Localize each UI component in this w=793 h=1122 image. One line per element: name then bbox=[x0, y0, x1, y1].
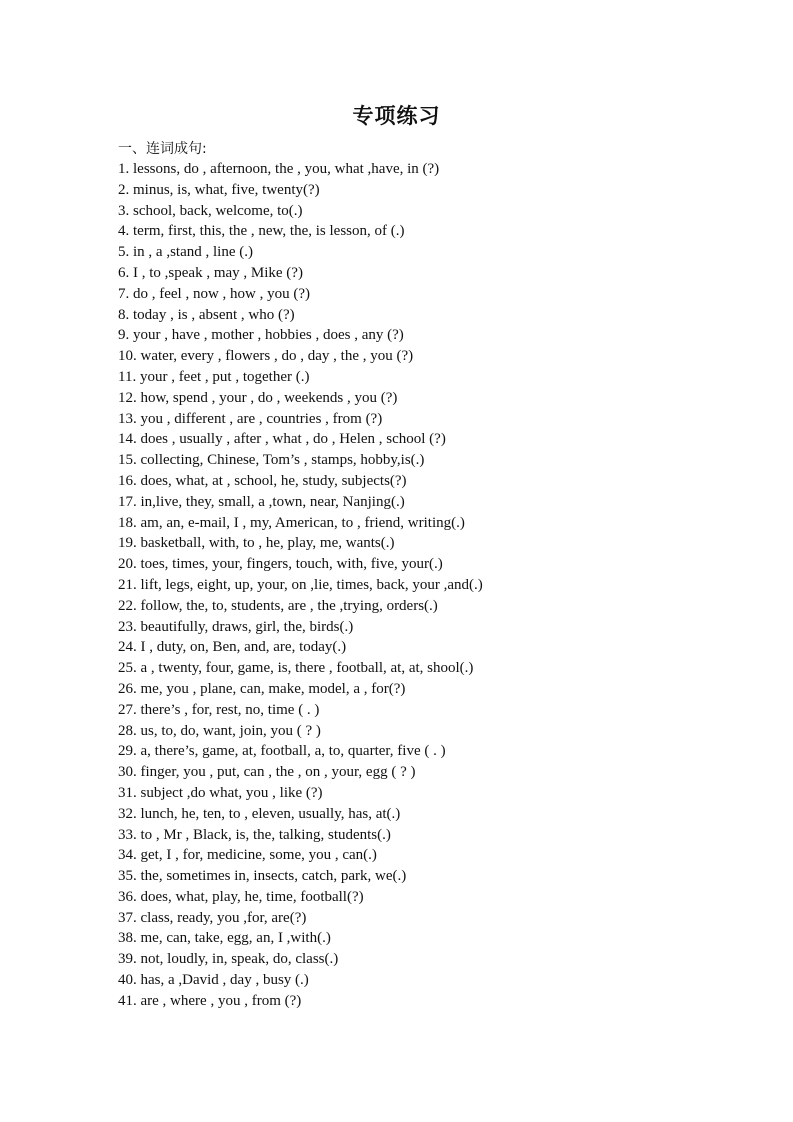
exercise-item: 21. lift, legs, eight, up, your, on ,lie, times, back, your ,and(.) bbox=[118, 576, 483, 593]
exercise-item: 9. your , have , mother , hobbies , does , any (?) bbox=[118, 327, 404, 344]
exercise-item: 12. how, spend , your , do , weekends , you (?) bbox=[118, 389, 398, 406]
exercise-item: 14. does , usually , after , what , do , Helen , school (?) bbox=[118, 431, 446, 448]
exercise-item: 38. me, can, take, egg, an, I ,with(.) bbox=[118, 930, 331, 947]
exercise-item: 29. a, there’s, game, at, football, a, to, quarter, five ( . ) bbox=[118, 743, 446, 760]
exercise-item: 41. are , where , you , from (?) bbox=[118, 992, 302, 1009]
exercise-item: 15. collecting, Chinese, Tom’s , stamps, hobby,is(.) bbox=[118, 452, 425, 469]
exercise-item: 18. am, an, e-mail, I , my, American, to , friend, writing(.) bbox=[118, 514, 465, 531]
exercise-item: 31. subject ,do what, you , like (?) bbox=[118, 784, 323, 801]
exercise-item: 34. get, I , for, medicine, some, you , can(.) bbox=[118, 847, 377, 864]
exercise-item: 1. lessons, do , afternoon, the , you, what ,have, in (?) bbox=[118, 161, 440, 177]
exercise-item: 37. class, ready, you ,for, are(?) bbox=[118, 909, 307, 926]
exercise-item: 35. the, sometimes in, insects, catch, park, we(.) bbox=[118, 868, 407, 885]
exercise-item: 39. not, loudly, in, speak, do, class(.) bbox=[118, 951, 339, 968]
exercise-item: 6. I , to ,speak , may , Mike (?) bbox=[118, 264, 303, 281]
exercise-item: 7. do , feel , now , how , you (?) bbox=[118, 285, 311, 302]
page-title: 专项练习 bbox=[352, 104, 441, 128]
exercise-item: 30. finger, you , put, can , the , on , your, egg ( ? ) bbox=[118, 764, 416, 781]
exercise-item: 3. school, back, welcome, to(.) bbox=[118, 202, 303, 219]
exercise-item: 26. me, you , plane, can, make, model, a , for(?) bbox=[118, 680, 406, 697]
exercise-item: 33. to , Mr , Black, is, the, talking, students(.) bbox=[118, 826, 391, 843]
exercise-item: 20. toes, times, your, fingers, touch, with, five, your(.) bbox=[118, 556, 443, 573]
exercise-item: 17. in,live, they, small, a ,town, near, Nanjing(.) bbox=[118, 493, 405, 510]
exercise-item: 8. today , is , absent , who (?) bbox=[118, 306, 295, 323]
exercise-item: 13. you , different , are , countries , from (?) bbox=[118, 410, 383, 427]
exercise-item: 5. in , a ,stand , line (.) bbox=[118, 244, 253, 261]
exercise-item: 22. follow, the, to, students, are , the ,trying, orders(.) bbox=[118, 597, 438, 614]
exercise-item: 24. I , duty, on, Ben, and, are, today(.) bbox=[118, 639, 347, 656]
exercise-item: 4. term, first, this, the , new, the, is lesson, of (.) bbox=[118, 223, 405, 240]
exercise-item: 19. basketball, with, to , he, play, me, wants(.) bbox=[118, 535, 395, 552]
exercise-item: 36. does, what, play, he, time, football(?) bbox=[118, 888, 364, 905]
exercise-list bbox=[118, 159, 483, 1012]
exercise-item: 16. does, what, at , school, he, study, subjects(?) bbox=[118, 472, 407, 489]
exercise-item: 2. minus, is, what, five, twenty(?) bbox=[118, 181, 320, 198]
exercise-item: 28. us, to, do, want, join, you ( ? ) bbox=[118, 722, 321, 739]
exercise-item: 23. beautifully, draws, girl, the, birds(.) bbox=[118, 618, 354, 635]
exercise-item: 27. there’s , for, rest, no, time ( . ) bbox=[118, 701, 320, 718]
exercise-item: 11. your , feet , put , together (.) bbox=[118, 368, 310, 385]
exercise-item: 10. water, every , flowers , do , day , the , you (?) bbox=[118, 348, 414, 365]
exercise-item: 40. has, a ,David , day , busy (.) bbox=[118, 972, 309, 989]
exercise-item: 32. lunch, he, ten, to , eleven, usually, has, at(.) bbox=[118, 805, 401, 822]
exercise-item: 25. a , twenty, four, game, is, there , football, at, at, shool(.) bbox=[118, 660, 474, 677]
section-heading: 一、连词成句: bbox=[118, 141, 207, 157]
